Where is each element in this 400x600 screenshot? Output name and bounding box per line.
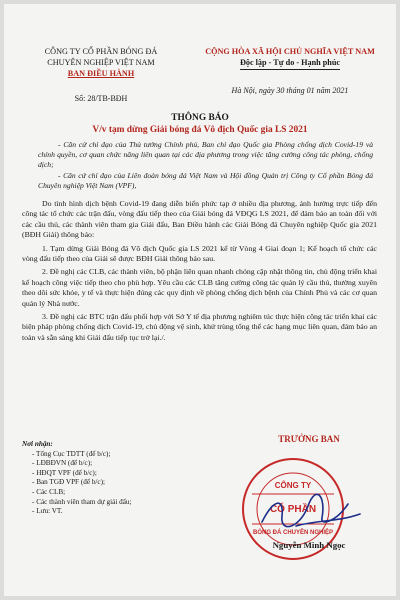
company-name-line2: CHUYÊN NGHIỆP VIỆT NAM (47, 58, 155, 67)
handwritten-signature-icon (256, 492, 366, 534)
notice-title-block (4, 112, 396, 136)
basis-item: - Căn cứ chỉ đạo của Thủ tướng Chính phủ, Ban chỉ đạo Quốc gia Phòng chống dịch Covid-19 và chính quyền, cơ quan chức năng liên quan tại các địa phương trong việc tăng cường công tác phòng, chống dịch; (38, 140, 373, 170)
recipient-item: - HĐQT VPF (để b/c); (32, 468, 97, 477)
place-and-date: Hà Nội, ngày 30 tháng 01 năm 2021 (231, 86, 349, 95)
recipient-item: - Lưu: VT. (32, 507, 63, 516)
recipients-list (22, 450, 187, 517)
signer-title: TRƯỞNG BAN (278, 434, 340, 444)
body-paragraph: Do tình hình dịch bệnh Covid-19 đang diễn biến phức tạp ở nhiều địa phương, ảnh hưởng trực tiếp đến công tác tổ chức các trận đấu, vòng đấu tiếp theo của Giải bóng đá VĐQG LS 2021, để đảm bảo an toàn đối với các cầu thủ, các thành viên tham gia Giải đấu, Ban Điều hành các Giải Bóng đá Chuyên nghiệp Quốc gia 2021 (BĐH Giải) thông báo: (22, 199, 377, 240)
svg-text:CỔ PHẦN: CỔ PHẦN (269, 504, 317, 515)
basis-item: - Căn cứ chỉ đạo của Liên đoàn bóng đá Việt Nam và Hội đồng Quản trị Công ty Cổ phần Bóng đá Chuyên nghiệp Việt Nam (VPF), (38, 170, 373, 190)
body-paragraph: 3. Đề nghị các BTC trận đấu phối hợp với Sở Y tế địa phương nghiêm túc thực hiện công tác triển khai các biện pháp phòng chống dịch Covid-19, chủ động vệ sinh, khử trùng tổng thể các hạng mục liên quan, đảm bảo an toàn và sẵn sàng khi Giải đấu tiếp tục trở lại./. (22, 312, 377, 342)
document-page (4, 4, 396, 596)
legal-basis (38, 140, 373, 191)
national-header (190, 46, 390, 70)
issuer-header (16, 46, 186, 79)
recipient-item: - Tổng Cục TDTT (để b/c); (32, 449, 111, 458)
body-paragraph: 2. Đề nghị các CLB, các thành viên, bộ phận liên quan nhanh chóng cập nhật thông tin, chủ động triển khai kế hoạch công việc tiếp theo cho phù hợp. Yêu cầu các CLB tăng cường công tác quản lý cầu thủ, thường xuyên theo dõi sức khỏe, y tế và thực hiện đúng các quy định về phòng chống dịch bệnh của Chính Phủ và các cơ quan quản lý Nhà nước. (22, 267, 377, 308)
department-name: BAN ĐIỀU HÀNH (67, 69, 135, 78)
recipient-item: - Các thành viên tham dự giải đấu; (32, 497, 132, 506)
document-number: Số: 28/TB-BĐH (74, 94, 128, 103)
recipient-item: - Ban TGĐ VPF (để b/c); (32, 478, 106, 487)
recipients-block (22, 440, 187, 517)
nation-name: CỘNG HÒA XÃ HỘI CHỦ NGHĨA VIỆT NAM (205, 47, 375, 56)
signer-name: Nguyễn Minh Ngọc (272, 540, 346, 550)
company-name-line1: CÔNG TY CỔ PHẦN BÓNG ĐÁ (44, 47, 158, 56)
notice-body (22, 199, 377, 346)
svg-text:CÔNG TY: CÔNG TY (274, 481, 312, 490)
recipient-item: - LĐBĐVN (để b/c); (32, 459, 93, 468)
notice-subject: V/v tạm dừng Giải bóng đá Vô địch Quốc gia LS 2021 (92, 125, 308, 135)
svg-text:BÓNG ĐÁ CHUYÊN NGHIỆP: BÓNG ĐÁ CHUYÊN NGHIỆP (252, 530, 334, 536)
notice-title: THÔNG BÁO (171, 113, 229, 123)
national-motto: Độc lập - Tự do - Hạnh phúc (240, 57, 340, 70)
recipients-label: Nơi nhận: (22, 440, 53, 448)
recipient-item: - Các CLB; (32, 487, 66, 496)
body-paragraph: 1. Tạm dừng Giải Bóng đá Vô địch Quốc gia LS 2021 kể từ Vòng 4 Giai đoạn 1; Kế hoạch tổ chức các vòng đấu tiếp theo của Giải sẽ được BĐH Giải thông báo sau. (22, 243, 377, 264)
